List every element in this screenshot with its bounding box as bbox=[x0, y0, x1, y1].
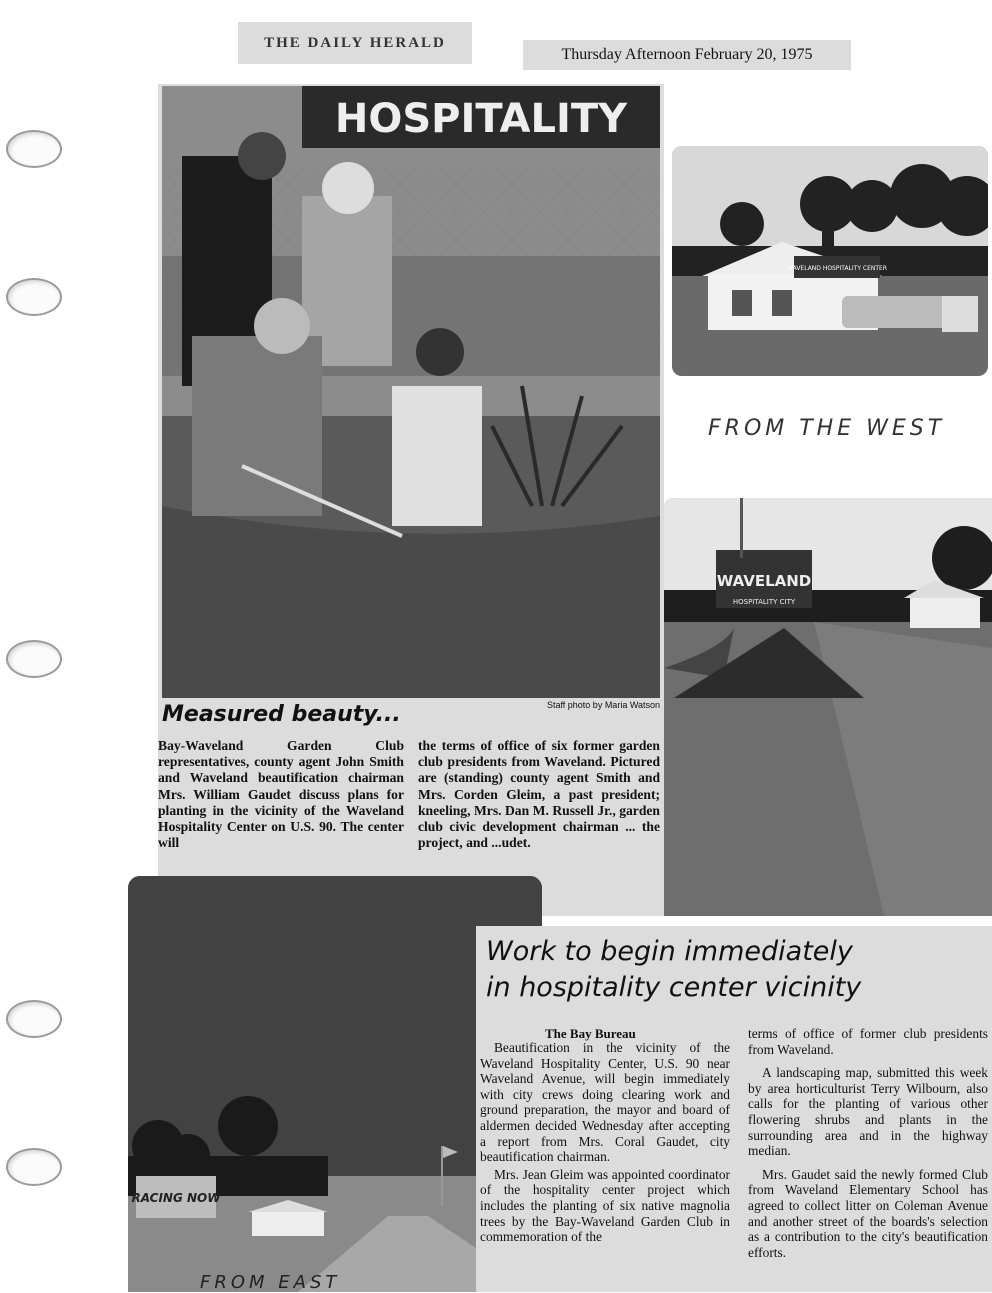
binder-hole-1 bbox=[6, 130, 62, 168]
handwritten-from-west: FROM THE WEST bbox=[708, 416, 946, 441]
photo-welcome-sign bbox=[664, 498, 992, 916]
story-col1-paragraph-1: Beautification in the vicinity of the Waveland Hospitality Center, U.S. 90 near Waveland Avenue, will begin immediately with city crews doing clearing work and ground preparation, the mayor and board of aldermen decided Wednesday after accepting a report from Mrs. Coral Gaudet, city beautification chairman. bbox=[480, 1040, 730, 1165]
main-photo-image bbox=[162, 86, 660, 698]
hospitality-center-sign: WAVELAND HOSPITALITY CENTER bbox=[787, 265, 887, 272]
binder-hole-3 bbox=[6, 640, 62, 678]
caption-headline: Measured beauty... bbox=[162, 702, 401, 727]
story-headline-line-2: in hospitality center vicinity bbox=[486, 972, 862, 1003]
photo-welcome-sign-image bbox=[664, 498, 992, 916]
masthead-date: Thursday Afternoon February 20, 1975 bbox=[523, 40, 851, 70]
racing-billboard-text: RACING NOW bbox=[131, 1191, 221, 1205]
handwritten-from-east: FROM EAST bbox=[200, 1272, 341, 1293]
binder-hole-5 bbox=[6, 1148, 62, 1186]
story-col2-paragraph-2: A landscaping map, submitted this week by area horticulturist Terry Wilbourn, also calls for the planting of various other flowering shrubs and plants in the surrounding area and in the highway median. bbox=[748, 1065, 988, 1159]
hospitality-sign-text: HOSPITALITY bbox=[334, 96, 628, 142]
story-col1-paragraph-2: Mrs. Jean Gleim was appointed coordinator of the hospitality center project which includes the planting of six native magnolia trees by the Bay-Waveland Garden Club in commemoration of the bbox=[480, 1166, 730, 1245]
story-headline-line-1: Work to begin immediately bbox=[486, 936, 853, 967]
story-column-1 bbox=[480, 1040, 730, 1292]
story-column-2 bbox=[748, 1026, 988, 1292]
story-col2-paragraph-3: Mrs. Gaudet said the newly formed Club from Waveland Elementary School has agreed to collect litter on Coleman Avenue and another street of the boards's selection as a contribution to the city's beautification efforts. bbox=[748, 1166, 988, 1260]
welcome-subsign-text: HOSPITALITY CITY bbox=[732, 598, 796, 606]
masthead-paper-name: THE DAILY HERALD bbox=[238, 22, 472, 64]
binder-hole-2 bbox=[6, 278, 62, 316]
story-byline: The Bay Bureau bbox=[545, 1026, 636, 1041]
binder-hole-4 bbox=[6, 1000, 62, 1038]
caption-column-1: Bay-Waveland Garden Club representatives, county agent John Smith and Waveland beautification chairman Mrs. William Gaudet discuss plans for planting in the vicinity of the Waveland Hospitality Center on U.S. 90. The center will bbox=[158, 738, 404, 851]
main-photo bbox=[162, 86, 660, 698]
photo-from-west-image bbox=[672, 146, 988, 376]
welcome-sign-text: WAVELAND bbox=[716, 572, 812, 590]
photo-from-west bbox=[672, 146, 988, 376]
photo-credit: Staff photo by Maria Watson bbox=[546, 700, 660, 710]
story-col2-paragraph-1: terms of office of former club presidents from Waveland. bbox=[748, 1026, 988, 1057]
caption-column-2: the terms of office of six former garden club presidents from Waveland. Pictured are (standing) county agent Smith and Mrs. Corden Gleim, a past president; kneeling, Mrs. Dan M. Russell Jr., garden club civic development chairman ... the project, and ...udet. bbox=[418, 738, 660, 851]
